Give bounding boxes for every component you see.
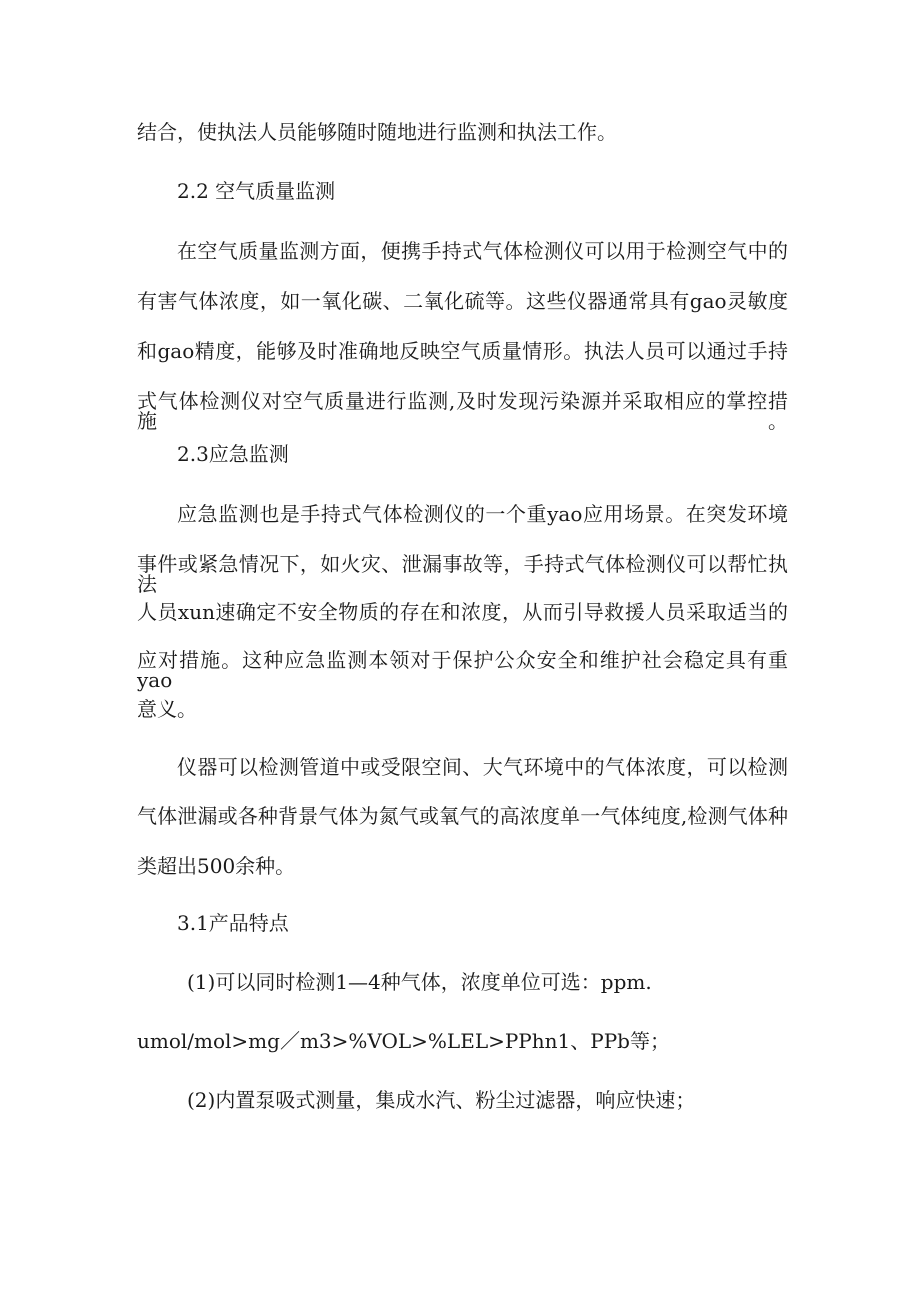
text-line: 应急监测也是手持式气体检测仪的一个重yao应用场景。在突发环境 <box>177 502 788 526</box>
section-heading: 2.2 空气质量监测 <box>177 179 336 203</box>
list-item: (2)内置泵吸式测量，集成水汽、粉尘过滤器，响应快速； <box>187 1088 696 1112</box>
text-line: 式气体检测仪对空气质量进行监测,及时发现污染源并采取相应的掌控措施。 <box>137 389 788 433</box>
list-item-continuation: umol/mol>mg／m3>%VOL>%LEL>PPhn1、PPb等； <box>137 1029 670 1053</box>
section-heading: 2.3应急监测 <box>177 442 289 466</box>
text-line: 事件或紧急情况下，如火灾、泄漏事故等，手持式气体检测仪可以帮忙执法 <box>137 552 788 596</box>
list-item: (1)可以同时检测1—4种气体，浓度单位可选：ppm. <box>187 970 652 994</box>
text-line: 意义。 <box>137 697 197 721</box>
text-line: 和gao精度，能够及时准确地反映空气质量情形。执法人员可以通过手持 <box>137 339 788 363</box>
text-line: 结合，使执法人员能够随时随地进行监测和执法工作。 <box>137 120 617 144</box>
text-line: 有害气体浓度，如一氧化碳、二氧化硫等。这些仪器通常具有gao灵敏度 <box>137 289 788 313</box>
text-line: 气体泄漏或各种背景气体为氮气或氧气的高浓度单一气体纯度,检测气体种 <box>137 804 788 828</box>
text-line: 人员xun速确定不安全物质的存在和浓度，从而引导救援人员采取适当的 <box>137 600 788 624</box>
text-line: 仪器可以检测管道中或受限空间、大气环境中的气体浓度，可以检测 <box>177 755 788 779</box>
text-line: 应对措施。这种应急监测本领对于保护公众安全和维护社会稳定具有重yao <box>137 648 788 692</box>
text-line: 类超出500余种。 <box>137 854 296 878</box>
section-heading: 3.1产品特点 <box>177 911 289 935</box>
text-line: 在空气质量监测方面，便携手持式气体检测仪可以用于检测空气中的 <box>177 239 788 263</box>
